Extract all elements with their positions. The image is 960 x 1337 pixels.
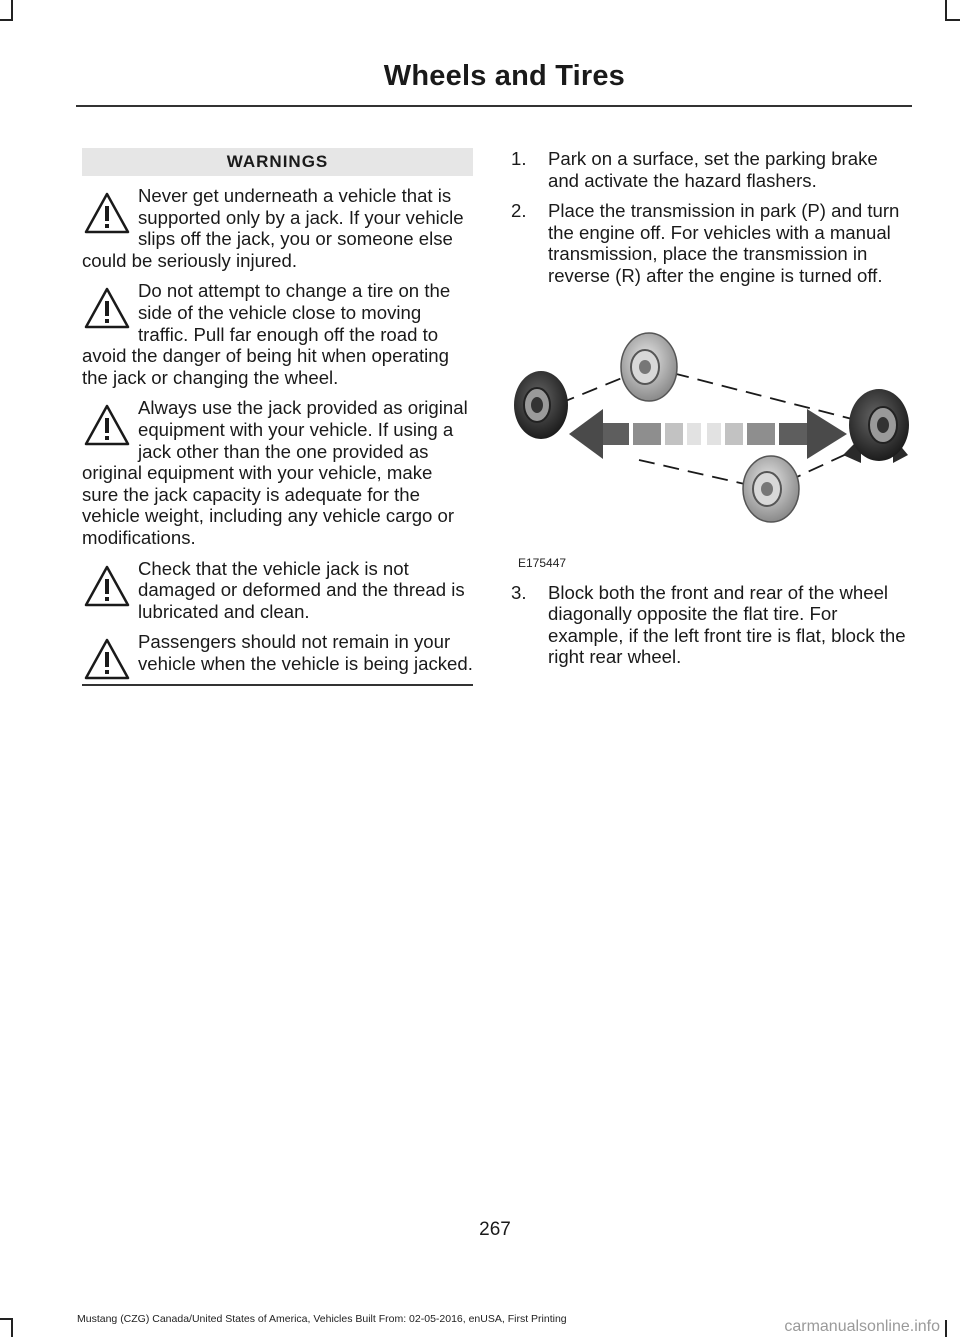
warnings-heading: WARNINGS	[82, 148, 473, 176]
step-item	[511, 148, 911, 191]
warning-text: Passengers should not remain in your vehicle when the vehicle is being jacked.	[138, 631, 473, 674]
right-arrow-head	[807, 409, 847, 459]
warning-text: Do not attempt to change a tire on the side of the vehicle close to moving traffic. Pull far enough off the road to avoid the danger of being hit when operating the jack or changing the wheel.	[82, 280, 451, 388]
crop-mark-bottom-left-h	[0, 1318, 13, 1320]
step-item	[511, 582, 911, 668]
warning-triangle-icon	[84, 286, 130, 330]
warning-item	[82, 185, 473, 271]
crop-mark-top-left-h	[0, 19, 13, 21]
step-number: 3.	[511, 581, 527, 603]
footer-text: Mustang (CZG) Canada/United States of America, Vehicles Built From: 02-05-2016, enUSA, First Printing	[77, 1313, 567, 1325]
warning-text: Always use the jack provided as original equipment with your vehicle. If using a jack other than the one provided as original equipment with your vehicle, make sure the jack capacity is adequate for the vehicle weight, including any vehicle cargo or modifications.	[82, 397, 468, 548]
step-item	[511, 200, 911, 286]
warnings-column	[82, 148, 473, 686]
warnings-end-rule	[82, 684, 473, 686]
step-text: Block both the front and rear of the wheel diagonally opposite the flat tire. For example, if the left front tire is flat, block the right rear wheel.	[548, 581, 906, 668]
warning-item	[82, 397, 473, 548]
warning-triangle-icon	[84, 191, 130, 235]
step-text: Place the transmission in park (P) and turn the engine off. For vehicles with a manual transmission, place the transmission in reverse (R) after the engine is turned off.	[548, 200, 900, 286]
left-arrow-head	[569, 409, 603, 459]
crop-mark-top-right-h	[945, 19, 960, 21]
wheel-diagram-svg	[511, 305, 911, 570]
bottom-grey-wheel	[743, 456, 799, 522]
figure-code: E175447	[518, 555, 567, 570]
page-title: Wheels and Tires	[383, 60, 625, 92]
step-number: 2.	[511, 200, 527, 222]
warning-triangle-icon	[84, 403, 130, 447]
header-divider	[76, 105, 912, 107]
step-text: Park on a surface, set the parking brake and activate the hazard flashers.	[548, 148, 878, 191]
crop-mark-bottom-right-v	[945, 1320, 947, 1337]
warning-item	[82, 631, 473, 674]
crop-mark-bottom-left-v	[11, 1318, 13, 1337]
page-number: 267	[479, 1219, 511, 1240]
left-dark-wheel	[514, 371, 568, 439]
step-number: 1.	[511, 148, 527, 169]
right-dark-wheel-with-chocks	[843, 389, 909, 463]
watermark: carmanualsonline.info	[784, 1318, 940, 1335]
warning-text: Never get underneath a vehicle that is supported only by a jack. If your vehicle slips off the jack, you or someone else could be seriously injured.	[82, 185, 464, 271]
arrow-bar	[601, 423, 807, 445]
crop-mark-top-right-v	[945, 0, 947, 19]
warning-triangle-icon	[84, 564, 130, 608]
wheel-blocking-illustration	[511, 305, 911, 570]
crop-mark-top-left-v	[11, 0, 13, 19]
warning-text: Check that the vehicle jack is not damaged or deformed and the thread is lubricated and clean.	[138, 557, 465, 622]
warning-item	[82, 558, 473, 623]
warning-triangle-icon	[84, 637, 130, 681]
top-grey-wheel	[621, 333, 677, 401]
procedure-column	[511, 148, 911, 677]
warning-item	[82, 280, 473, 388]
